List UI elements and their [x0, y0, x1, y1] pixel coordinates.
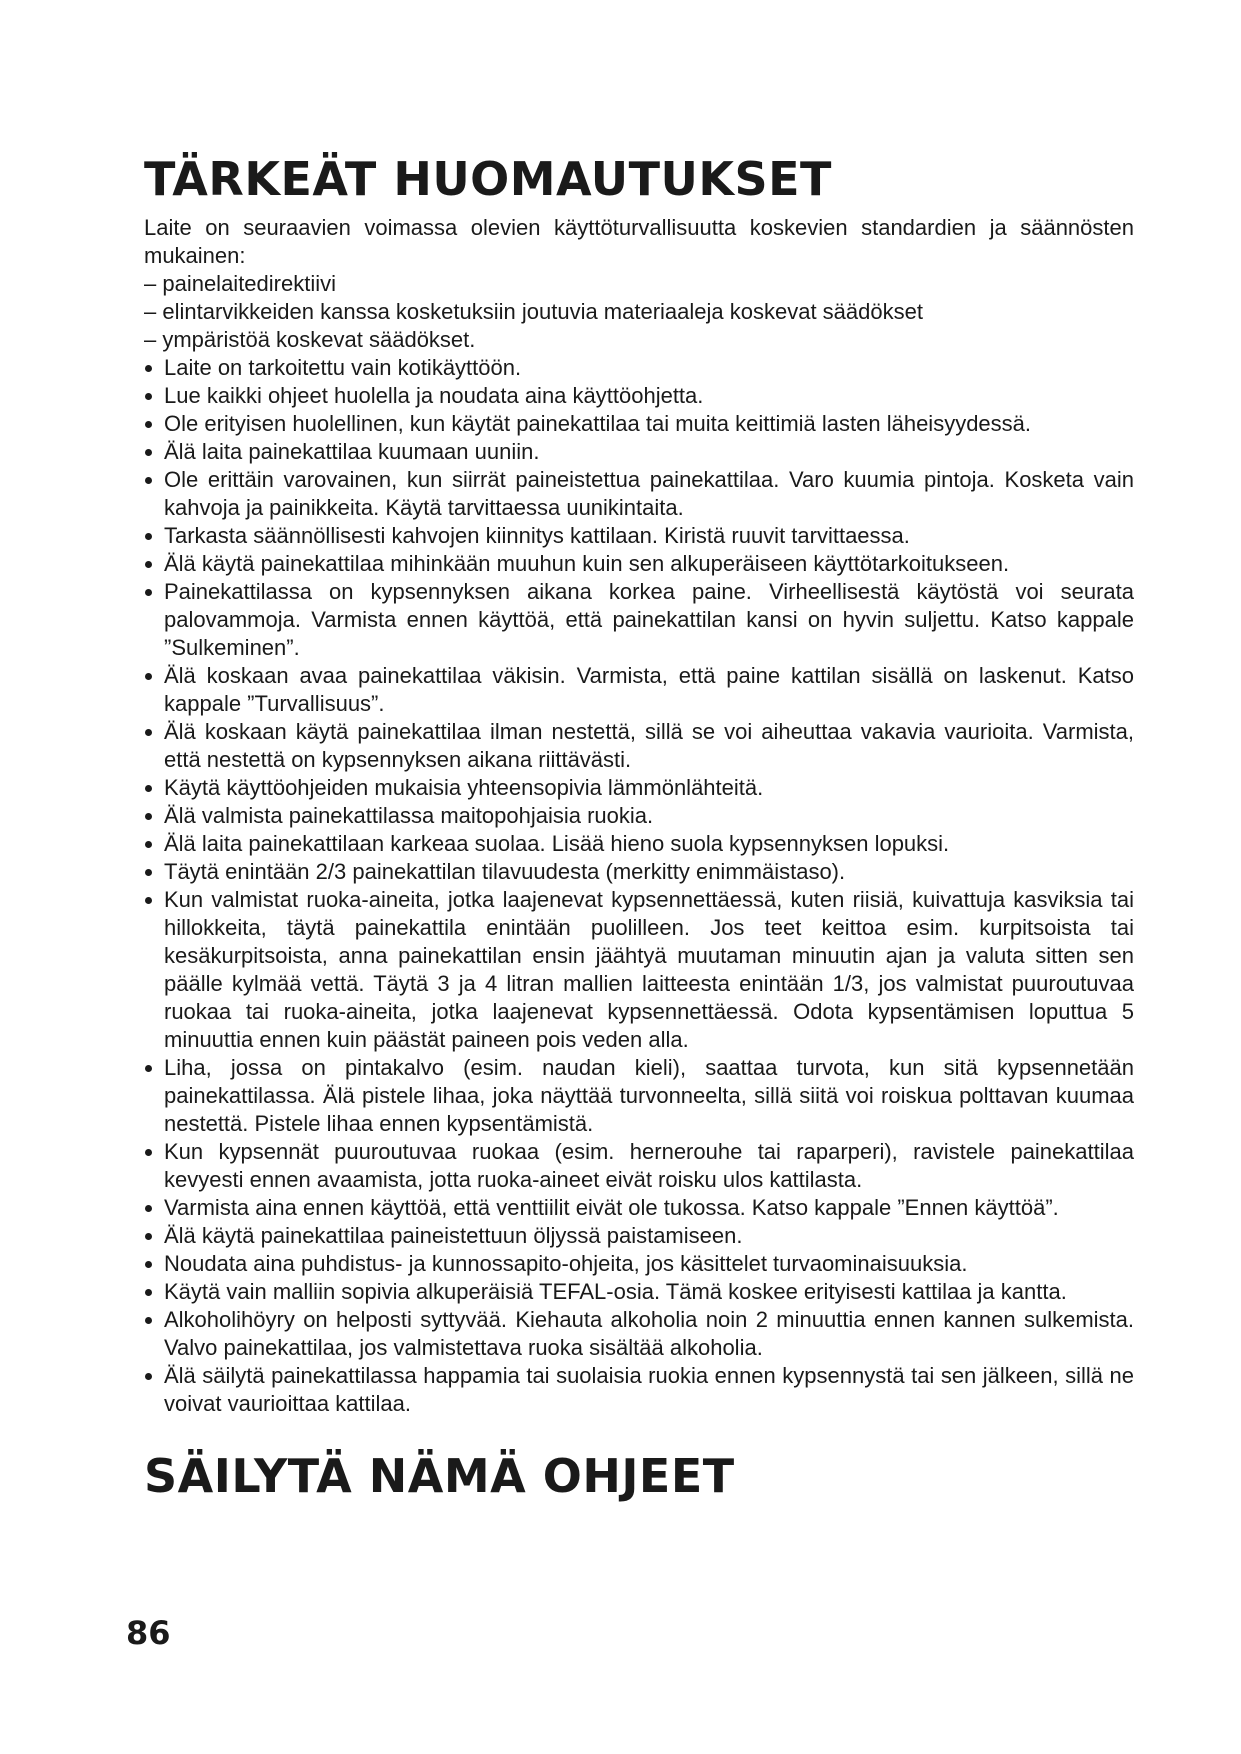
bullet-icon: [145, 1373, 152, 1380]
list-item-text: Alkoholihöyry on helposti syttyvää. Kiehauta alkoholia noin 2 minuuttia ennen kannen sulkemista. Valvo painekattilaa, jos valmistettava ruoka sisältää alkoholia.: [164, 1307, 1134, 1360]
list-item-text: Älä laita painekattilaan karkeaa suolaa. Lisää hieno suola kypsennyksen lopuksi.: [164, 831, 950, 856]
list-item-text: Kun valmistat ruoka-aineita, jotka laajenevat kypsennettäessä, kuten riisiä, kuivattuja kasviksia tai hillokkeita, täytä painekattila enintään puolilleen. Jos teet keittoa esim. kurpitsoista tai kesäkurpitsoista, anna painekattilan ensin jäähtyä muutaman minuutin ajan ja valuta sitten sen päälle kylmää vettä. Täytä 3 ja 4 litran mallien laitteesta enintään 1/3, jos valmistat puuroutuvaa ruokaa tai ruoka-aineita, jotka laajenevat kypsennettäessä. Odota kypsentämisen loputtua 5 minuuttia ennen kuin päästät paineen pois veden alla.: [164, 887, 1134, 1052]
list-item-text: Ole erittäin varovainen, kun siirrät paineistettua painekattilaa. Varo kuumia pintoja. Kosketa vain kahvoja ja painikkeita. Käytä tarvittaessa uunikintaita.: [164, 467, 1134, 520]
list-item: [144, 1054, 1134, 1138]
page-number: 86: [126, 1614, 171, 1652]
list-item: [144, 410, 1134, 438]
list-item: [144, 466, 1134, 522]
list-item-text: Älä käytä painekattilaa paineistettuun öljyssä paistamiseen.: [164, 1223, 743, 1248]
list-item: [144, 1222, 1134, 1250]
bullet-icon: [145, 1317, 152, 1324]
list-item-text: Älä säilytä painekattilassa happamia tai suolaisia ruokia ennen kypsennystä tai sen jälkeen, sillä ne voivat vaurioittaa kattilaa.: [164, 1363, 1134, 1416]
footer-title: SÄILYTÄ NÄMÄ OHJEET: [144, 1449, 735, 1503]
list-item-text: Kun kypsennät puuroutuvaa ruokaa (esim. hernerouhe tai raparperi), ravistele painekattilaa kevyesti ennen avaamista, jotta ruoka-aineet eivät roisku ulos kattilasta.: [164, 1139, 1134, 1192]
document-page: [144, 150, 1134, 1504]
list-item-text: Älä valmista painekattilassa maitopohjaisia ruokia.: [164, 803, 654, 828]
bullet-icon: [145, 533, 152, 540]
list-item-text: Älä koskaan avaa painekattilaa väkisin. Varmista, että paine kattilan sisällä on laskenut. Katso kappale ”Turvallisuus”.: [164, 663, 1134, 716]
bullet-icon: [145, 1065, 152, 1072]
bullet-icon: [145, 449, 152, 456]
list-item-text: Älä käytä painekattilaa mihinkään muuhun kuin sen alkuperäiseen käyttötarkoitukseen.: [164, 551, 1010, 576]
list-item: [144, 802, 1134, 830]
bullet-icon: [145, 785, 152, 792]
list-item: [144, 830, 1134, 858]
list-item: [144, 858, 1134, 886]
list-item-text: Käytä vain malliin sopivia alkuperäisiä TEFAL-osia. Tämä koskee erityisesti kattilaa ja kantta.: [164, 1279, 1067, 1304]
bullet-icon: [145, 421, 152, 428]
list-item-text: Varmista aina ennen käyttöä, että venttiilit eivät ole tukossa. Katso kappale ”Ennen käyttöä”.: [164, 1195, 1059, 1220]
list-item: [144, 382, 1134, 410]
bullet-icon: [145, 393, 152, 400]
bullet-icon: [145, 1289, 152, 1296]
bullet-icon: [145, 561, 152, 568]
list-item-text: Tarkasta säännöllisesti kahvojen kiinnitys kattilaan. Kiristä ruuvit tarvittaessa.: [164, 523, 910, 548]
bullet-icon: [145, 673, 152, 680]
list-item-text: Laite on tarkoitettu vain kotikäyttöön.: [164, 355, 522, 380]
intro-paragraph: Laite on seuraavien voimassa olevien käyttöturvallisuutta koskevien standardien ja säännösten mukainen:: [144, 215, 1134, 268]
list-item-text: Liha, jossa on pintakalvo (esim. naudan kieli), saattaa turvota, kun sitä kypsennetään painekattilassa. Älä pistele lihaa, joka näyttää turvonneelta, sillä siitä voi roiskua polttavan kuumaa nestettä. Pistele lihaa ennen kypsentämistä.: [164, 1055, 1134, 1136]
bullet-icon: [145, 869, 152, 876]
list-item: [144, 1250, 1134, 1278]
list-item-text: Lue kaikki ohjeet huolella ja noudata aina käyttöohjetta.: [164, 383, 704, 408]
list-item: [144, 354, 1134, 382]
dash-item: – elintarvikkeiden kanssa kosketuksiin joutuvia materiaaleja koskevat säädökset: [144, 299, 923, 324]
list-item: [144, 578, 1134, 662]
dash-item: – painelaitedirektiivi: [144, 271, 336, 296]
list-item: [144, 1306, 1134, 1362]
list-item: [144, 1362, 1134, 1418]
list-item: [144, 1194, 1134, 1222]
list-item: [144, 550, 1134, 578]
list-item-text: Noudata aina puhdistus- ja kunnossapito-ohjeita, jos käsittelet turvaominaisuuksia.: [164, 1251, 968, 1276]
bullet-icon: [145, 477, 152, 484]
bullet-icon: [145, 897, 152, 904]
bullet-icon: [145, 365, 152, 372]
bullet-icon: [145, 1261, 152, 1268]
instruction-list: [144, 354, 1134, 1418]
bullet-icon: [145, 1205, 152, 1212]
list-item: [144, 438, 1134, 466]
list-item: [144, 774, 1134, 802]
list-item-text: Älä laita painekattilaa kuumaan uuniin.: [164, 439, 540, 464]
list-item-text: Älä koskaan käytä painekattilaa ilman nestettä, sillä se voi aiheuttaa vakavia vaurioita. Varmista, että nestettä on kypsennyksen aikana riittävästi.: [164, 719, 1134, 772]
bullet-icon: [145, 589, 152, 596]
list-item: [144, 886, 1134, 1054]
list-item-text: Täytä enintään 2/3 painekattilan tilavuudesta (merkitty enimmäistaso).: [164, 859, 846, 884]
bullet-icon: [145, 1233, 152, 1240]
bullet-icon: [145, 1149, 152, 1156]
list-item-text: Käytä käyttöohjeiden mukaisia yhteensopivia lämmönlähteitä.: [164, 775, 764, 800]
page-title: TÄRKEÄT HUOMAUTUKSET: [144, 152, 832, 206]
dash-item: – ympäristöä koskevat säädökset.: [144, 327, 476, 352]
list-item: [144, 1138, 1134, 1194]
bullet-icon: [145, 729, 152, 736]
list-item-text: Painekattilassa on kypsennyksen aikana korkea paine. Virheellisestä käytöstä voi seurata palovammoja. Varmista ennen käyttöä, että painekattilan kansi on hyvin suljettu. Katso kappale ”Sulkeminen”.: [164, 579, 1134, 660]
bullet-icon: [145, 841, 152, 848]
bullet-icon: [145, 813, 152, 820]
list-item: [144, 1278, 1134, 1306]
list-item: [144, 662, 1134, 718]
list-item: [144, 522, 1134, 550]
list-item-text: Ole erityisen huolellinen, kun käytät painekattilaa tai muita keittimiä lasten läheisyydessä.: [164, 411, 1032, 436]
list-item: [144, 718, 1134, 774]
